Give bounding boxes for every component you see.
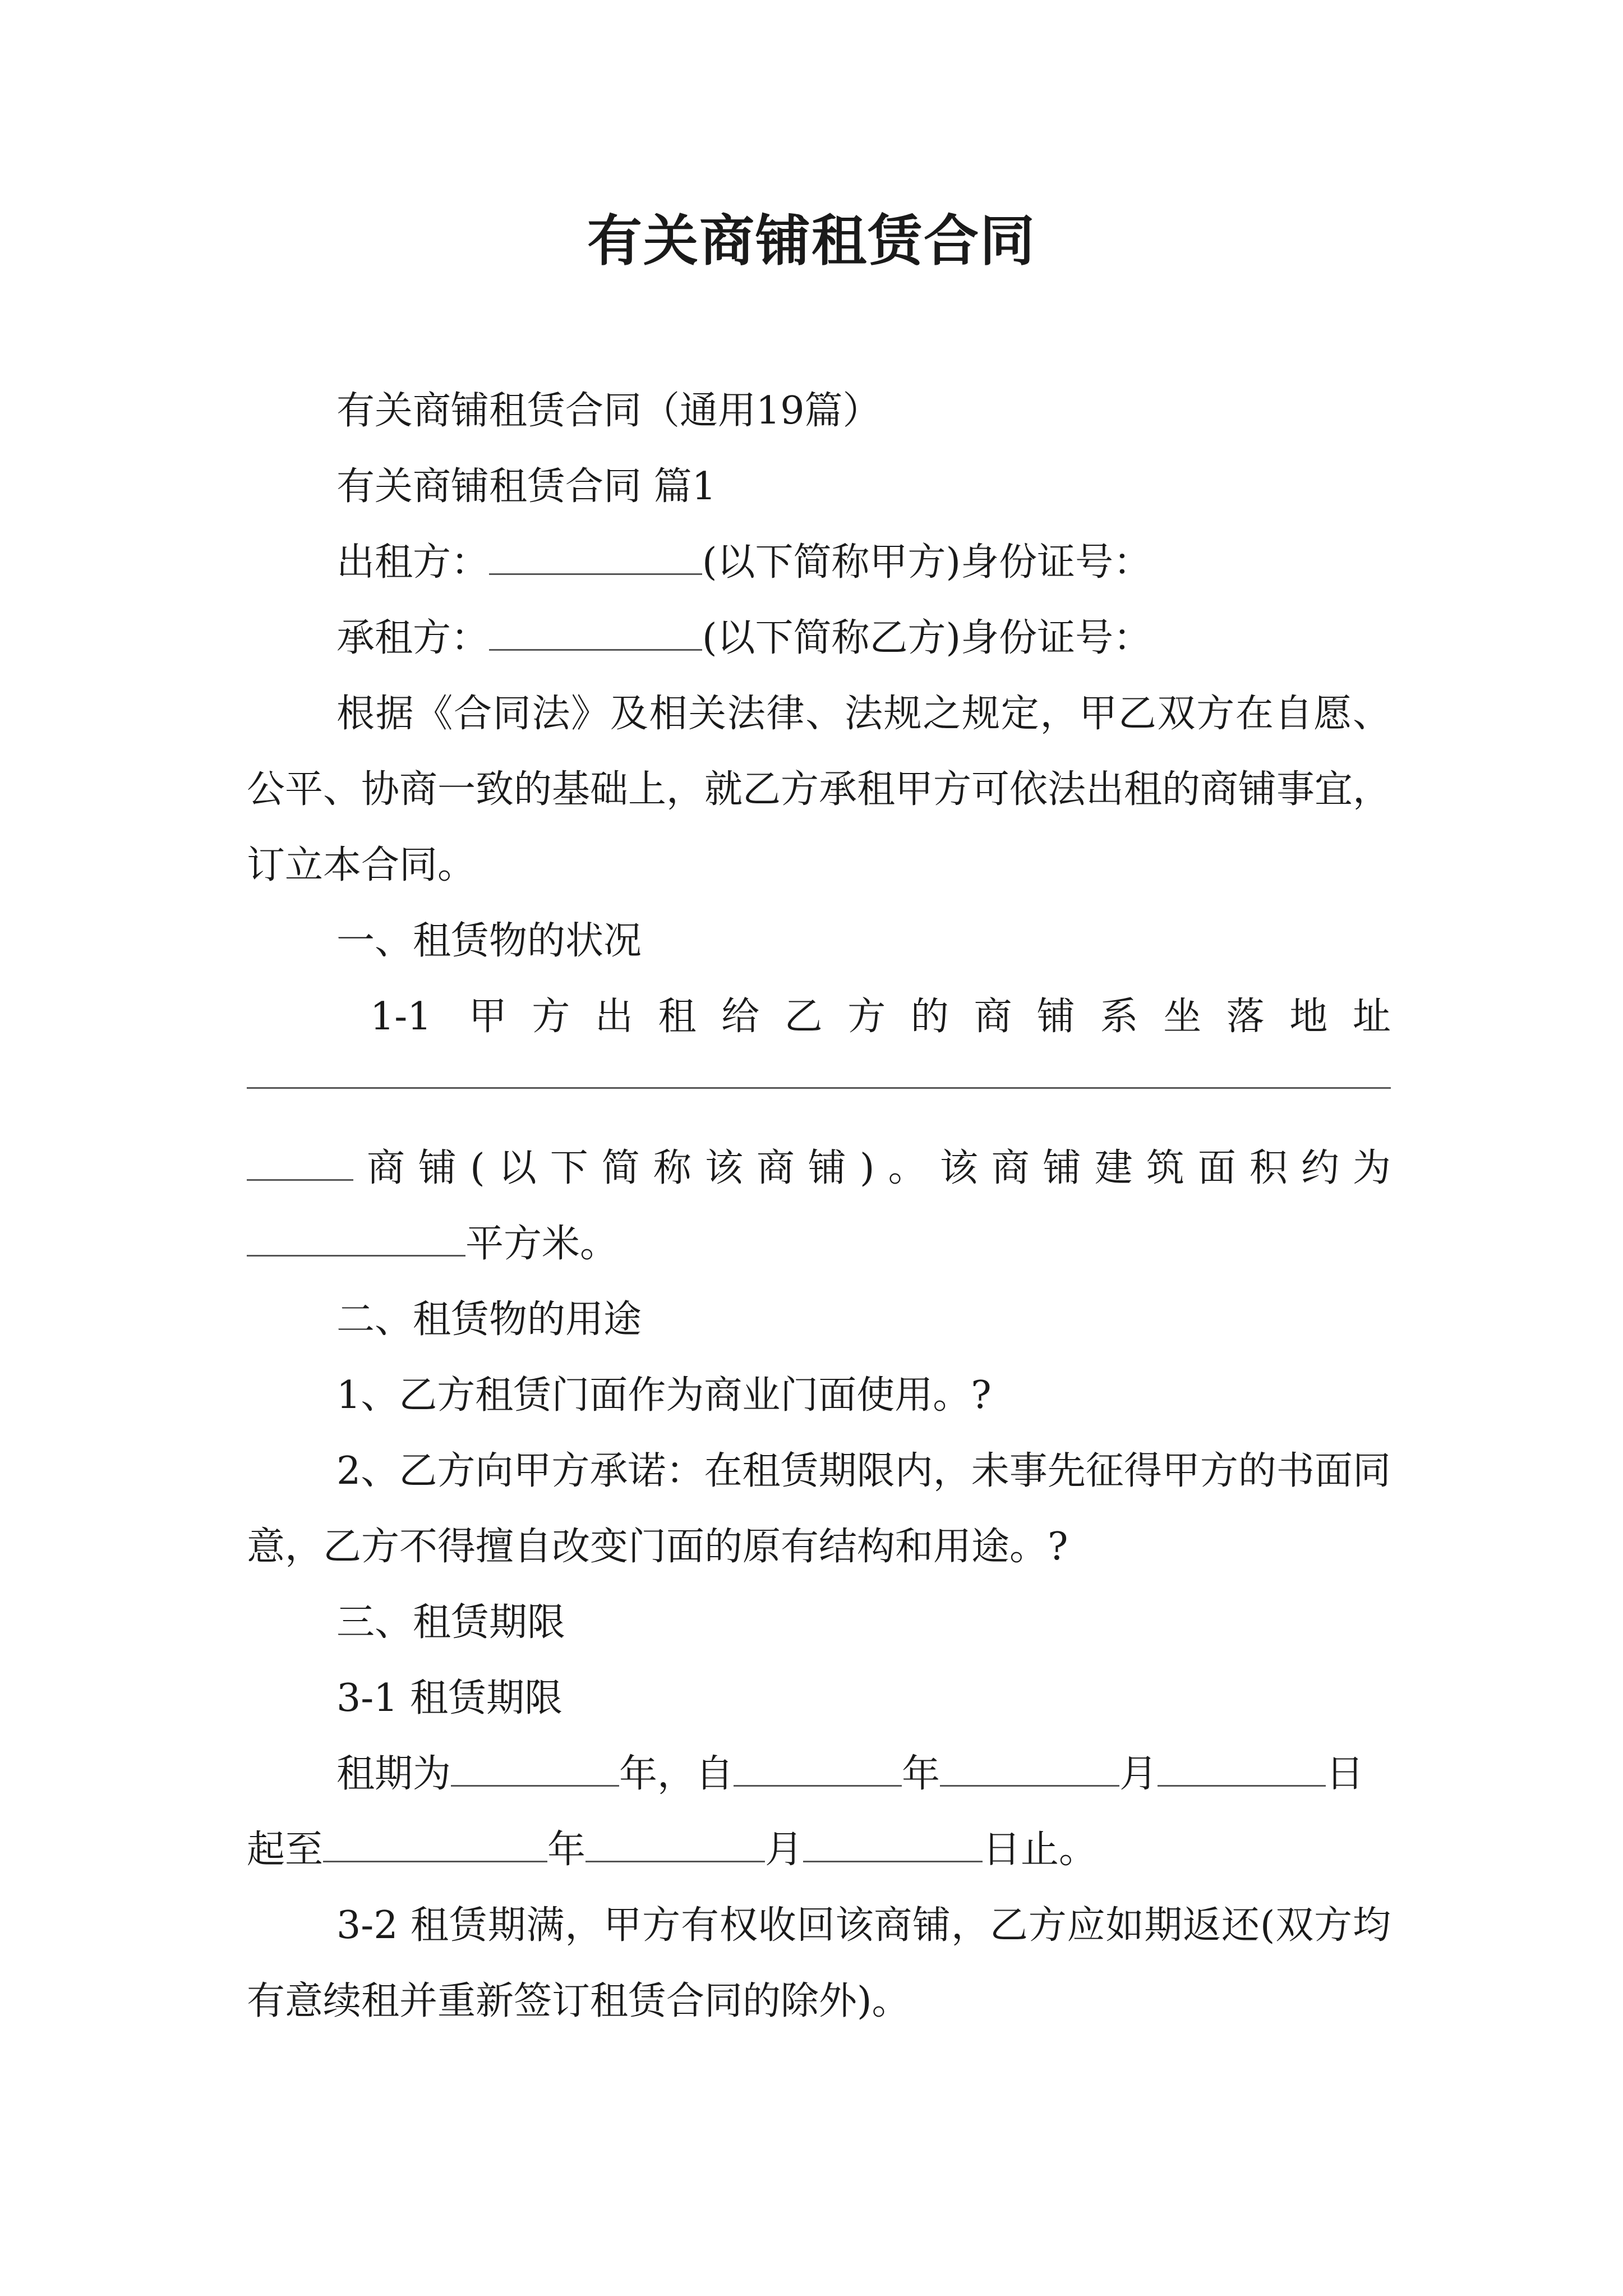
start-year-label: 年: [902, 1752, 940, 1796]
end-day-blank: [803, 1826, 983, 1862]
term-years-blank: [451, 1750, 619, 1787]
address-blank-line: [247, 1055, 1391, 1130]
lessee-suffix: (以下简称乙方)身份证号：: [702, 616, 1152, 660]
start-month-blank: [940, 1750, 1119, 1787]
start-year-blank: [734, 1750, 902, 1787]
end-year-blank: [323, 1826, 547, 1862]
area-unit-text: 平方米。: [465, 1222, 619, 1266]
lessor-line: [247, 524, 1391, 600]
lessee-name-blank: [489, 614, 702, 651]
clause-1-1-tail: [247, 1206, 1391, 1282]
clause-3-1: 3-1 租赁期限: [336, 1676, 563, 1720]
address-blank: [247, 1087, 1391, 1089]
start-month-label: 月: [1119, 1752, 1158, 1796]
section-3-heading: 三、租赁期限: [336, 1600, 566, 1645]
lessor-name-blank: [489, 539, 702, 575]
area-blank: [247, 1220, 465, 1257]
term-line-1: [247, 1736, 1391, 1812]
lessor-label: 出租方：: [336, 540, 490, 585]
end-month-label: 月: [765, 1828, 804, 1872]
term-line-2: [247, 1812, 1391, 1888]
section-1-heading: 一、租赁物的状况: [336, 919, 642, 963]
section-2-item-2: 2、乙方向甲方承诺：在租赁期限内，未事先征得甲方的书面同意，乙方不得擅自改变门面的原有结构和用途。?: [247, 1449, 1391, 1569]
term-end: 日止。: [983, 1828, 1098, 1872]
term-year-label: 年: [619, 1752, 658, 1796]
shop-name-blank: [247, 1144, 353, 1181]
term-from: ，自: [657, 1752, 734, 1796]
start-day-label: 日: [1326, 1752, 1364, 1796]
clause-1-1-mid: [247, 1130, 1391, 1206]
end-month-blank: [585, 1826, 765, 1862]
clause-1-1-head: 1-1 甲方出租给乙方的商铺系坐落地址: [370, 995, 1391, 1039]
preamble-paragraph: 根据《合同法》及相关法律、法规之规定，甲乙双方在自愿、公平、协商一致的基础上，就乙方承租甲方可依法出租的商铺事宜，订立本合同。: [247, 692, 1391, 887]
lessor-suffix: (以下简称甲方)身份证号：: [702, 540, 1152, 585]
start-day-blank: [1158, 1750, 1326, 1787]
term-to: 起至: [247, 1828, 324, 1872]
document-body: [247, 373, 1391, 2039]
document-title: 有关商铺租赁合同: [587, 209, 1036, 273]
clause-1-1-mid-text: 商铺(以下简称该商铺)。该商铺建筑面积约为: [353, 1146, 1391, 1190]
term-prefix: 租期为: [336, 1752, 451, 1796]
lessee-label: 承租方：: [336, 616, 490, 660]
lessee-line: [247, 600, 1391, 676]
section-2-item-1: 1、乙方租赁门面作为商业门面使用。?: [336, 1373, 992, 1418]
section-heading: 有关商铺租赁合同 篇1: [336, 464, 716, 509]
clause-3-2: 3-2 租赁期满，甲方有权收回该商铺，乙方应如期返还(双方均有意续租并重新签订租赁合同的除外)。: [247, 1903, 1391, 2023]
end-year-label: 年: [547, 1828, 586, 1872]
subtitle: 有关商铺租赁合同（通用19篇）: [336, 389, 881, 433]
section-2-heading: 二、租赁物的用途: [336, 1297, 642, 1342]
